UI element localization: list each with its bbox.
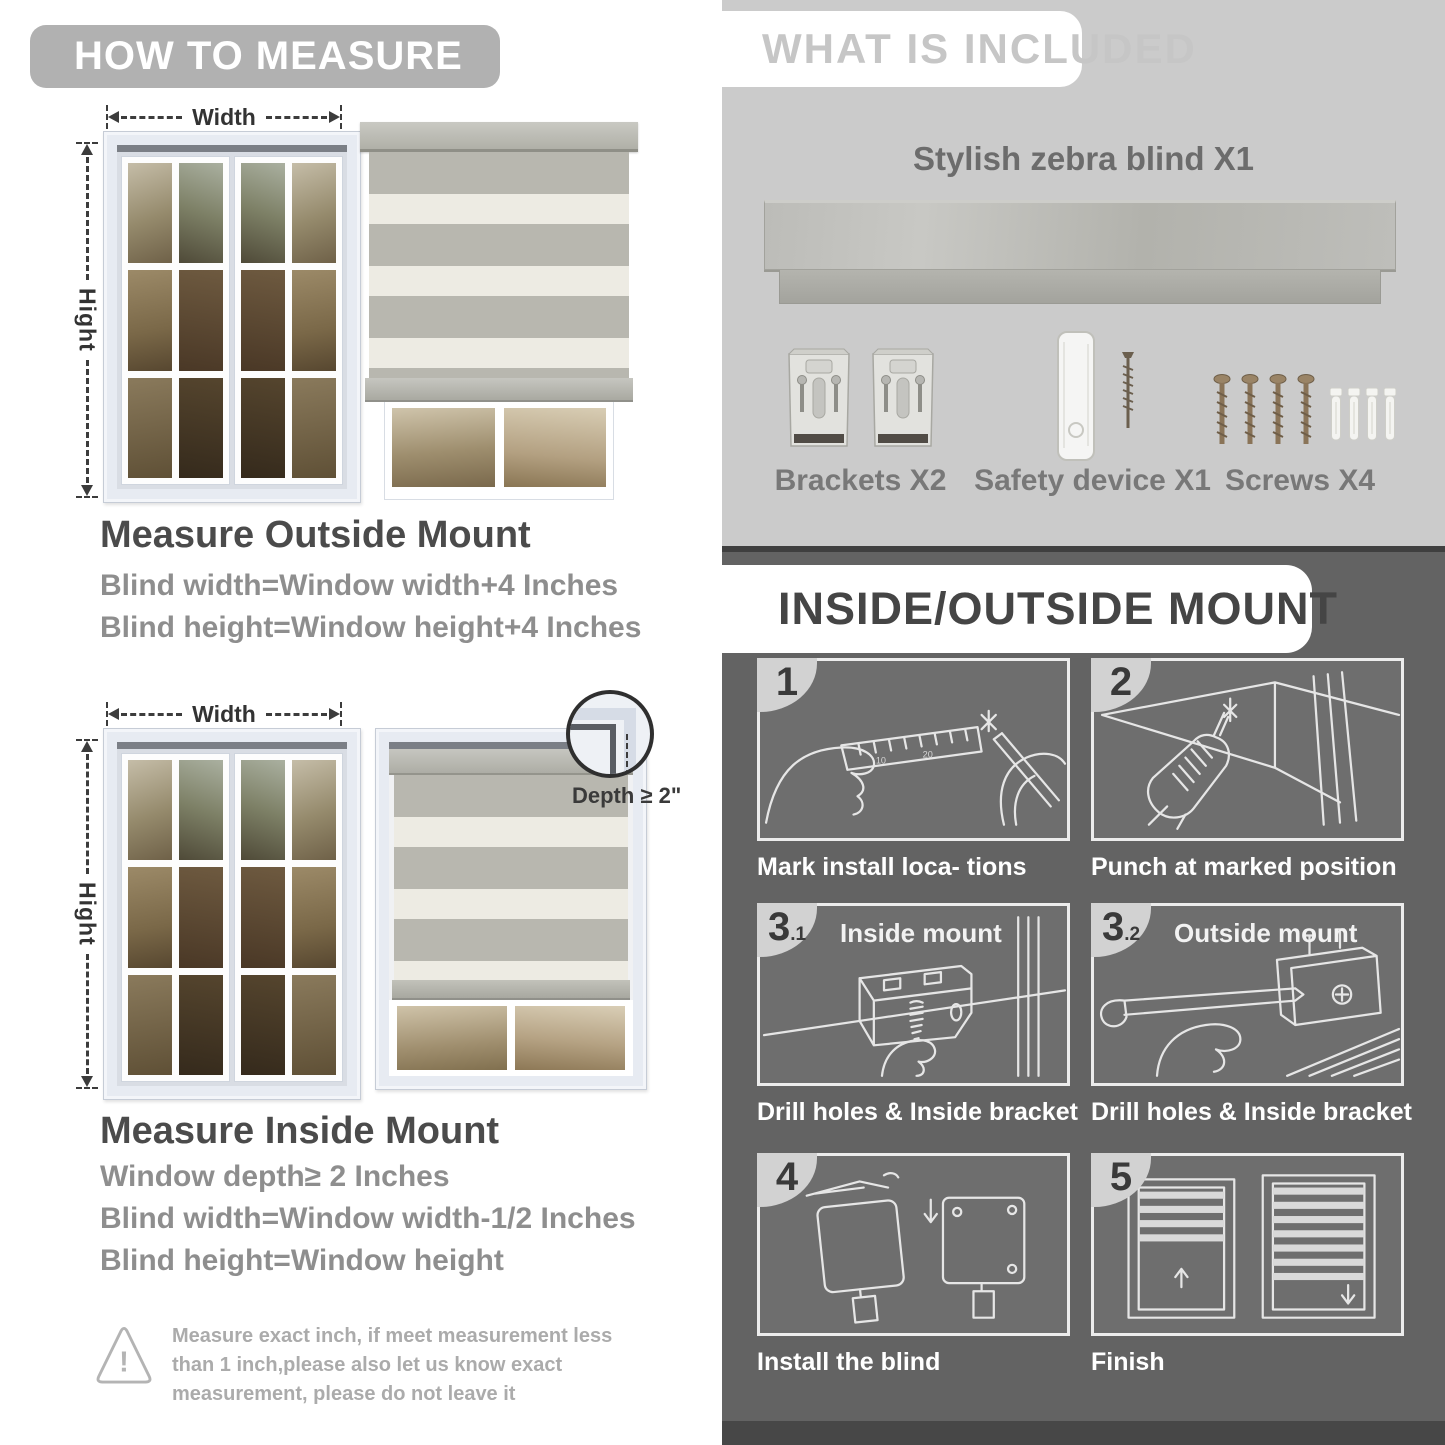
step-number-badge: 5 [1091, 1153, 1151, 1207]
dashed-line [86, 360, 89, 483]
height-label: Hight [74, 288, 101, 352]
window-glass-cell [292, 867, 336, 967]
blind-headrail [360, 122, 638, 152]
step-card-3-2 [1091, 903, 1404, 1086]
inside-mount-line: Window depth≥ 2 Inches [100, 1160, 450, 1193]
window-glass-cell [128, 270, 172, 370]
window-glass-cell [241, 975, 285, 1075]
blind-bottomrail [392, 980, 630, 1000]
window-photo-outside [103, 131, 361, 503]
window-glass-cell [128, 378, 172, 478]
window-door [121, 156, 230, 485]
headrail-front [764, 200, 1396, 270]
warning-text: Measure exact inch, if meet measurement less than 1 inch,please also let us know exact measurement, please do not leave it [172, 1325, 613, 1405]
inside-mount-line: Blind height=Window height [100, 1244, 504, 1277]
svg-text:10: 10 [875, 755, 887, 766]
window-glass-cell [128, 760, 172, 860]
step-caption: Punch at marked position [1091, 853, 1397, 881]
step-number-badge: 4 [757, 1153, 817, 1207]
step-card-1 [757, 658, 1070, 841]
dashed-line [121, 116, 182, 119]
outside-mount-line: Blind height=Window height+4 Inches [100, 611, 642, 644]
width-arrow-outside [106, 104, 342, 130]
screws-label: Screws X4 [1224, 464, 1376, 497]
window-glass-cell [241, 760, 285, 860]
window-glass-cell [397, 1006, 507, 1070]
window-glass-cell [179, 163, 223, 263]
warning-glyph: ! [119, 1346, 129, 1379]
window-glass-cell [292, 270, 336, 370]
inside-mount-line: Blind width=Window width-1/2 Inches [100, 1202, 636, 1235]
window-door [121, 753, 230, 1082]
window-glass-cell [292, 760, 336, 860]
window-door [234, 753, 343, 1082]
height-arrow-outside [72, 142, 102, 498]
step-number-badge: 1 [757, 658, 817, 712]
window-photo-inside [103, 728, 361, 1100]
dashed-line [626, 734, 628, 776]
arrow-endbar [340, 702, 342, 726]
step-card-4 [757, 1153, 1070, 1336]
window-below-blind [389, 1000, 633, 1076]
brackets-image [786, 340, 936, 462]
window-glass-cell [292, 163, 336, 263]
window-glass-cell [292, 975, 336, 1075]
arrow-head-icon [108, 111, 119, 123]
arrow-head-icon [81, 144, 93, 155]
width-label: Width [192, 701, 256, 727]
step-number-badge: 3 .2 [1091, 903, 1151, 957]
arrow-head-icon [329, 111, 340, 123]
window-glass-cell [292, 378, 336, 478]
width-arrow-inside [106, 701, 342, 727]
window-glass-cell [179, 378, 223, 478]
step-caption: Mark install loca- tions [757, 853, 1027, 881]
window-glass-cell [179, 270, 223, 370]
step-caption: Install the blind [757, 1348, 941, 1376]
dashed-line [266, 713, 327, 716]
arrow-head-icon [81, 485, 93, 496]
product-label: Stylish zebra blind X1 [912, 140, 1255, 177]
dashed-line [266, 116, 327, 119]
window-track [117, 742, 347, 749]
arrow-endbar [76, 1087, 98, 1089]
window-glass-cell [128, 975, 172, 1075]
frame-corner-inner [566, 724, 616, 778]
depth-label: Depth ≥ 2" [572, 783, 682, 808]
zebra-blind-photo-outside [360, 122, 638, 500]
step-number-badge: 2 [1091, 658, 1151, 712]
window-below-blind [384, 402, 614, 500]
headrail-lip [779, 270, 1381, 304]
window-glass-cell [241, 163, 285, 263]
svg-text:20: 20 [922, 749, 933, 760]
how-to-measure-title: HOW TO MEASURE [30, 25, 500, 88]
safety-device-label: Safety device X1 [974, 464, 1211, 497]
window-glass-cell [179, 760, 223, 860]
headrail-product-image [764, 200, 1396, 304]
window-glass-cell [179, 975, 223, 1075]
dashed-line [121, 713, 182, 716]
step-card-2 [1091, 658, 1404, 841]
window-glass-cell [241, 378, 285, 478]
blind-bottomrail [365, 378, 633, 402]
window-glass-cell [128, 867, 172, 967]
screws-image [1212, 372, 1402, 460]
inside-mount-heading: Measure Inside Mount [100, 1110, 500, 1152]
window-track [117, 145, 347, 152]
depth-detail-circle [566, 690, 654, 778]
dashed-line [86, 157, 89, 280]
window-glass-cell [241, 867, 285, 967]
dashed-line [86, 954, 89, 1074]
window-opening [117, 145, 347, 489]
outside-mount-line: Blind width=Window width+4 Inches [100, 569, 619, 602]
arrow-head-icon [81, 741, 93, 752]
arrow-endbar [340, 105, 342, 129]
arrow-head-icon [329, 708, 340, 720]
panel-footer-strip [722, 1421, 1445, 1445]
height-label: Hight [74, 882, 101, 946]
step-caption: Finish [1091, 1348, 1165, 1376]
window-glass-cell [515, 1006, 625, 1070]
outside-mount-heading: Measure Outside Mount [100, 514, 531, 556]
window-glass-cell [504, 408, 607, 487]
step-inner-label: Outside mount [1174, 918, 1358, 948]
step-card-5 [1091, 1153, 1404, 1336]
step-number-badge: 3 .1 [757, 903, 817, 957]
arrow-head-icon [108, 708, 119, 720]
window-glass-cell [179, 867, 223, 967]
width-label: Width [192, 104, 256, 130]
brackets-label: Brackets X2 [774, 464, 947, 497]
window-door [234, 156, 343, 485]
warning-icon [95, 1322, 153, 1388]
blind-fabric [369, 152, 629, 378]
arrow-endbar [76, 496, 98, 498]
arrow-head-icon [81, 1076, 93, 1087]
window-glass-cell [241, 270, 285, 370]
height-arrow-inside [72, 739, 102, 1089]
step-caption: Drill holes & Inside bracket [1091, 1098, 1412, 1126]
window-glass-cell [392, 408, 495, 487]
step-inner-label: Inside mount [840, 918, 1002, 948]
window-glass-cell [128, 163, 172, 263]
step-card-3-1 [757, 903, 1070, 1086]
step-caption: Drill holes & Inside bracket [757, 1098, 1078, 1126]
inside-outside-mount-title: INSIDE/OUTSIDE MOUNT [722, 565, 1312, 653]
dashed-line [86, 754, 89, 874]
window-opening [117, 742, 347, 1086]
what-is-included-title: WHAT IS INCLUDED [722, 11, 1082, 87]
safety-device-image [1048, 330, 1148, 470]
